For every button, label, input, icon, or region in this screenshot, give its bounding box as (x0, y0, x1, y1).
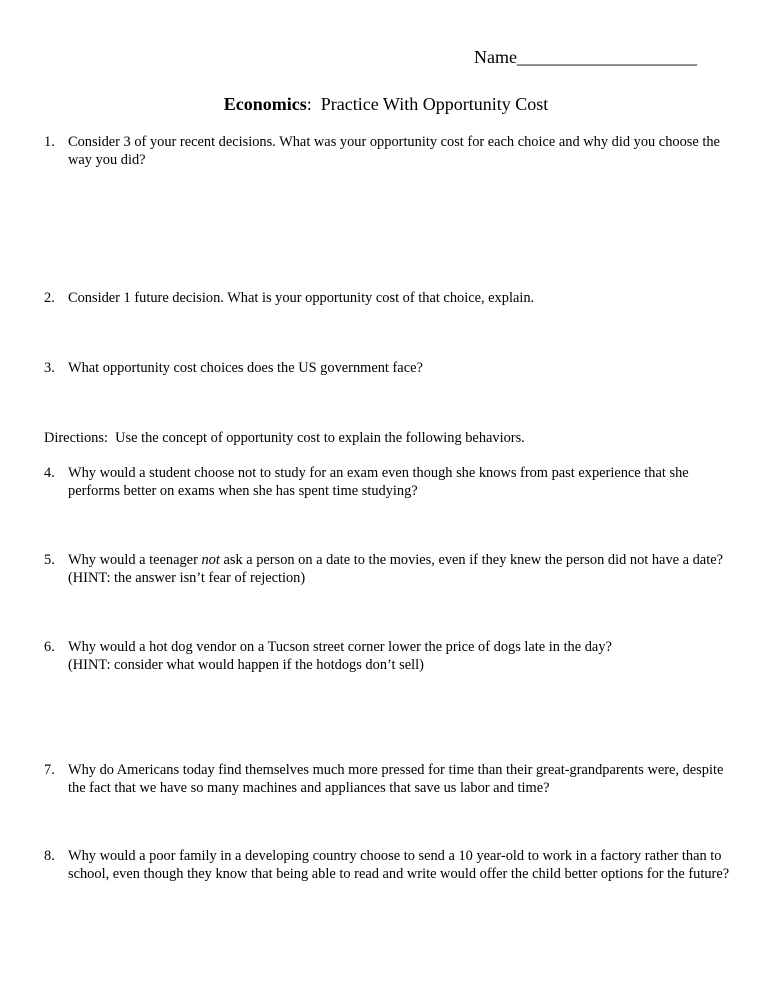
name-label: Name (474, 47, 517, 67)
question-number: 8. (44, 848, 55, 864)
question-number: 3. (44, 360, 55, 376)
question-8 (44, 847, 734, 883)
question-text-start: Why would a teenager (68, 552, 202, 568)
question-5 (44, 551, 734, 587)
question-text: Why would a student choose not to study for an exam even though she knows from past experience that she performs better on exams when she has spent time studying? (68, 465, 689, 499)
question-number: 1. (44, 134, 55, 150)
question-text: What opportunity cost choices does the US government face? (68, 360, 423, 376)
question-number: 7. (44, 762, 55, 778)
question-number: 2. (44, 290, 55, 306)
question-text: Consider 3 of your recent decisions. What was your opportunity cost for each choice and why did you choose the way you did? (68, 134, 720, 168)
question-2 (44, 289, 734, 307)
question-6 (44, 638, 734, 674)
question-line-1: Why would a hot dog vendor on a Tucson street corner lower the price of dogs late in the day? (68, 639, 612, 655)
question-4 (44, 464, 734, 500)
question-1 (44, 133, 734, 169)
page-title (0, 93, 768, 115)
question-text (68, 551, 734, 587)
question-text: Why do Americans today find themselves much more pressed for time than their great-grandparents were, despite the fact that we have so many machines and appliances that save us labor and time? (68, 762, 724, 796)
question-3 (44, 359, 734, 377)
question-text: Why would a poor family in a developing country choose to send a 10 year-old to work in a factory rather than to school, even though they know that being able to read and write would offer the child better options for the future? (68, 848, 730, 882)
question-number: 4. (44, 465, 55, 481)
title-subject: Economics (223, 94, 307, 114)
question-text: Consider 1 future decision. What is your opportunity cost of that choice, explain. (68, 290, 535, 306)
question-emphasis: not (201, 552, 220, 568)
question-hint: (HINT: consider what would happen if the hotdogs don’t sell) (68, 657, 424, 673)
question-number: 5. (44, 552, 55, 568)
question-text (68, 638, 734, 674)
title-rest: Practice With Opportunity Cost (311, 94, 549, 114)
name-blank[interactable]: ____________________ (516, 47, 697, 67)
question-number: 6. (44, 639, 55, 655)
title-separator: : (306, 94, 312, 114)
name-field[interactable] (474, 46, 697, 68)
question-7 (44, 761, 734, 797)
question-text-end: ask a person on a date to the movies, even if they knew the person did not have a date? (HINT: the answer isn’t fear of rejection) (68, 552, 723, 586)
directions: Directions: Use the concept of opportunity cost to explain the following behaviors. (44, 430, 525, 446)
